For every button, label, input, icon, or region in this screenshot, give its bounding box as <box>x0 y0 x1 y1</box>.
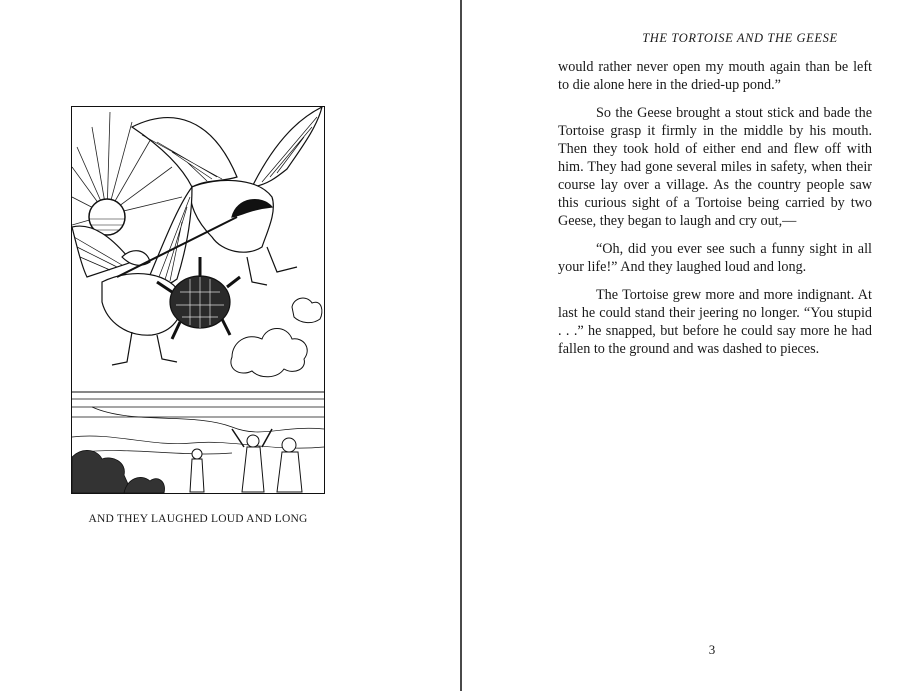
page-number: 3 <box>708 642 716 657</box>
right-page <box>462 0 924 691</box>
illustration-drawing <box>72 107 324 493</box>
illustration-caption: AND THEY LAUGHED LOUD AND LONG <box>88 513 308 525</box>
paragraph: “Oh, did you ever see such a funny sight in all your life!” And they laughed loud and long. <box>558 241 872 275</box>
clouds <box>231 298 322 377</box>
running-head: THE TORTOISE AND THE GEESE <box>642 31 838 45</box>
illustration-geese-carrying-tortoise <box>71 106 325 494</box>
body-text <box>558 58 872 368</box>
trees <box>72 450 165 493</box>
left-page <box>0 0 460 691</box>
paragraph: would rather never open my mouth again than be left to die alone here in the dried-up pond.” <box>558 59 872 93</box>
paragraph: So the Geese brought a stout stick and bade the Tortoise grasp it firmly in the middle by his mouth. Then they took hold of either end and flew off with him. They had gone several miles in safety, when their course lay over a village. As the country people saw this curious sight of a Tortoise being carried by two Geese, they began to laugh and cry out,— <box>558 105 872 229</box>
villagers <box>190 429 302 492</box>
paragraph: The Tortoise grew more and more indignant. At last he could stand their jeering no longer. “You stupid . . .” he snapped, but before he could say more he had fallen to the ground and was dashed to pieces. <box>558 287 872 357</box>
